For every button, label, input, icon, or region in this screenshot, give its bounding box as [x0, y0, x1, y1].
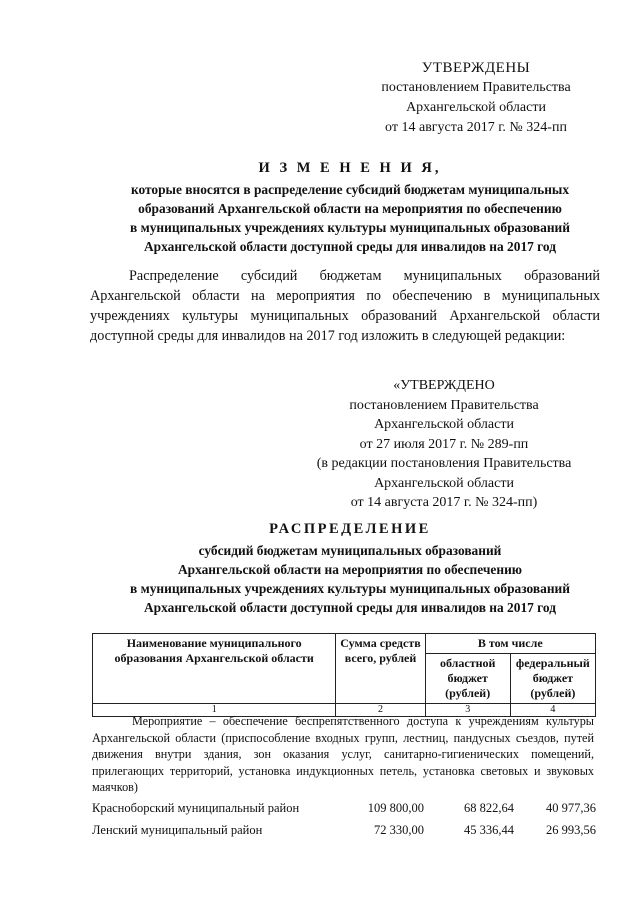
table-row: [92, 822, 602, 838]
column-header-including: В том числе: [425, 634, 595, 654]
distribution-title-line: в муниципальных учреждениях культуры муниципальных образований: [130, 581, 570, 596]
intro-paragraph: Распределение субсидий бюджетам муниципальных образований Архангельской области на мероприятия по обеспечению в муниципальных учреждениях культуры муниципальных образований Архангельской области доступной среды для инвалидов на 2017 год изложить в следующей редакции:: [90, 268, 600, 344]
table-header-row: [93, 634, 596, 654]
approval-heading: УТВЕРЖДЕНЫ: [421, 60, 531, 76]
column-header-federal: федеральный бюджет (рублей): [510, 654, 595, 704]
changes-title-line: Архангельской области доступной среды для инвалидов на 2017 год: [143, 239, 557, 254]
regional-amount: 68 822,64: [464, 801, 514, 815]
column-number: 2: [336, 704, 425, 717]
federal-amount: 26 993,56: [546, 823, 596, 837]
approval-line: Архангельской области: [406, 100, 546, 115]
approval-line: от 14 августа 2017 г. № 324-пп): [350, 495, 538, 510]
changes-title-line: в муниципальных учреждениях культуры муниципальных образований: [130, 220, 570, 235]
municipality-name: Красноборский муниципальный район: [92, 801, 300, 815]
changes-heading: И З М Е Н Е Н И Я,: [258, 160, 442, 176]
total-amount: 109 800,00: [367, 801, 424, 815]
approval-line: (в редакции постановления Правительства: [316, 456, 572, 471]
approval-stamp-inner: [292, 376, 596, 513]
changes-title: [60, 159, 640, 256]
approval-stamp-top: [360, 58, 592, 138]
approval-line: от 14 августа 2017 г. № 324-пп: [385, 120, 567, 135]
approval-line: Архангельской области: [374, 475, 514, 491]
approval-line: постановлением Правительства: [381, 80, 571, 95]
approval-line: постановлением Правительства: [349, 397, 539, 413]
column-header-regional: областной бюджет (рублей): [425, 654, 510, 704]
distribution-table: [92, 633, 596, 717]
distribution-title: [70, 520, 630, 617]
column-header-name: Наименование муниципального образования Архангельской области: [93, 634, 336, 704]
column-number: 3: [425, 704, 510, 717]
distribution-heading: РАСПРЕДЕЛЕНИЕ: [269, 521, 431, 537]
approval-heading: «УТВЕРЖДЕНО: [393, 378, 495, 393]
column-number: 4: [510, 704, 595, 717]
regional-amount: 45 336,44: [464, 823, 514, 837]
approval-line: от 27 июля 2017 г. № 289-пп: [359, 436, 529, 452]
total-amount: 72 330,00: [374, 823, 424, 837]
changes-title-line: образований Архангельской области на мероприятия по обеспечению: [138, 201, 562, 216]
distribution-title-line: Архангельской области доступной среды для инвалидов на 2017 год: [143, 600, 557, 615]
federal-amount: 40 977,36: [546, 801, 596, 815]
municipality-name: Ленский муниципальный район: [92, 823, 263, 837]
changes-title-line: которые вносятся в распределение субсидий бюджетам муниципальных: [130, 182, 570, 197]
distribution-title-line: субсидий бюджетам муниципальных образований: [198, 543, 502, 558]
distribution-title-line: Архангельской области на мероприятия по обеспечению: [177, 562, 523, 577]
measure-description: Мероприятие – обеспечение беспрепятственного доступа к учреждениям культуры Архангельской области (приспособление входных групп, лестниц, пандусных съездов, путей движения внутри здания, зон оказания услуг, санитарно-гигиенических помещений, прилегающих территорий, установка индукционных петель, установка световых и звуковых маячков): [92, 714, 594, 794]
table-row: [92, 800, 602, 816]
column-header-total: Сумма средств всего, рублей: [336, 634, 425, 704]
approval-line: Архангельской области: [374, 417, 514, 432]
column-number: 1: [93, 704, 336, 717]
